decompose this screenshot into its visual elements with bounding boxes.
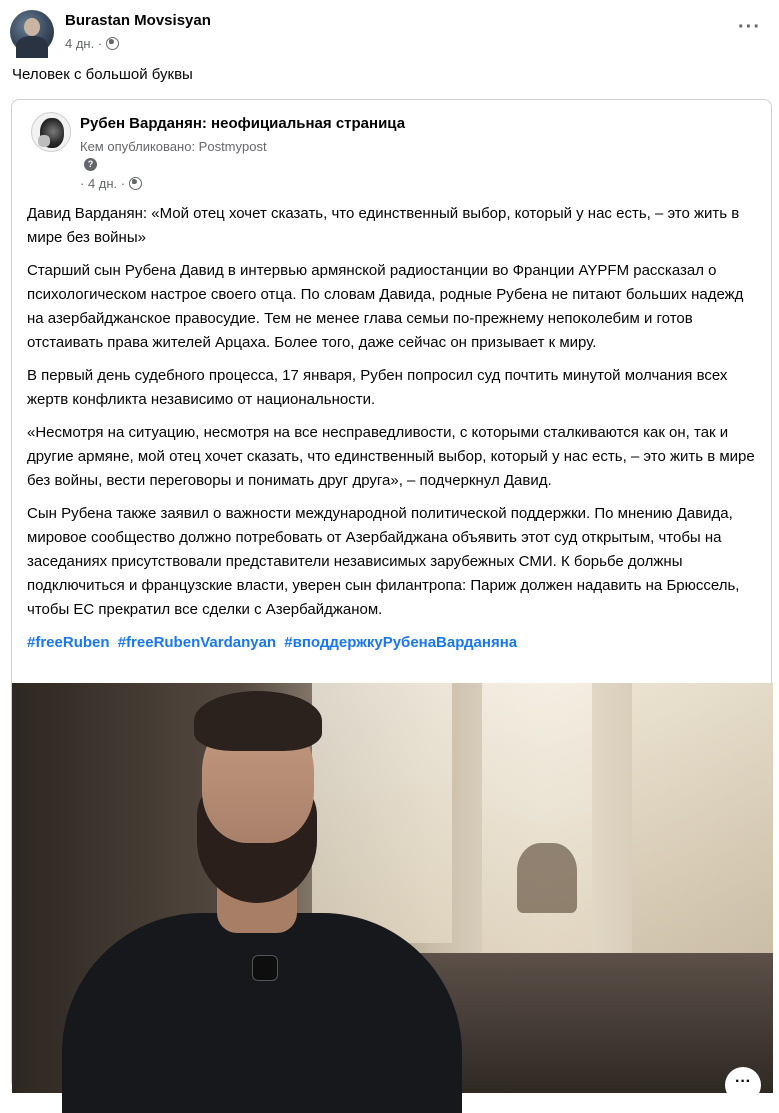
post-time[interactable]: 4 дн. ·	[65, 36, 103, 51]
author-name[interactable]: Burastan Movsisyan	[65, 12, 211, 29]
page-name[interactable]: Рубен Варданян: неофициальная страница	[80, 115, 406, 132]
hashtags	[27, 631, 762, 655]
more-horizontal-icon[interactable]: ···	[738, 16, 761, 38]
card-body	[27, 202, 762, 664]
paragraph: Давид Варданян: «Мой отец хочет сказать, что единственный выбор, который у нас есть, – это жить в мире без войны»	[27, 205, 740, 246]
hashtag-link[interactable]: #вподдержкуРубенаВарданяна	[284, 634, 518, 651]
page-avatar[interactable]	[31, 112, 71, 152]
post-meta	[65, 36, 119, 51]
post-photo[interactable]	[12, 683, 773, 1093]
paragraph: «Несмотря на ситуацию, несмотря на все несправедливости, с которыми сталкиваются как он, так и другие армяне, мой отец хочет сказать, что единственный выбор, который у нас есть, – это жить в мире без войны, вести переговоры и понимать друг друга», – подчеркнул Давид.	[27, 424, 755, 489]
paragraph: В первый день судебного процесса, 17 января, Рубен попросил суд почтить минутой молчания всех жертв конфликта независимо от национальности.	[27, 367, 728, 408]
hashtag-link[interactable]: #freeRuben	[27, 634, 110, 651]
card-time[interactable]: · 4 дн. ·	[80, 176, 126, 191]
post-header	[10, 10, 769, 56]
globe-icon	[129, 177, 142, 190]
globe-icon	[106, 37, 119, 50]
shared-post-card	[11, 99, 772, 1089]
paragraph: Старший сын Рубена Давид в интервью армянской радиостанции во Франции AYPFM рассказал о психологическом настрое своего отца. По словам Давида, родные Рубена не питают больших надежд на азербайджанское правосудие. Тем не менее глава семьи по-прежнему непоколебим и готов отстаивать права жителей Арцаха. Более того, даже сейчас он призывает к миру.	[27, 262, 744, 351]
help-icon[interactable]: ?	[84, 158, 97, 171]
card-meta	[80, 176, 142, 191]
paragraph: Сын Рубена также заявил о важности международной политической поддержки. По мнению Давида, мировое сообщество должно потребовать от Азербайджана объявить этот суд открытым, чтобы на заседаниях присутствовали представители независимых зарубежных СМИ. К борьбе должны подключиться и французские власти, уверен сын филантропа: Париж должен надавить на Брюссель, чтобы ЕС прекратил все сделки с Азербайджаном.	[27, 505, 740, 618]
hashtag-link[interactable]: #freeRubenVardanyan	[117, 634, 277, 651]
author-avatar[interactable]	[10, 10, 54, 54]
photo-more-button[interactable]: ···	[725, 1067, 761, 1103]
post-text: Человек с большой буквы	[12, 66, 193, 83]
published-by: Кем опубликовано: Postmypost	[80, 139, 267, 154]
